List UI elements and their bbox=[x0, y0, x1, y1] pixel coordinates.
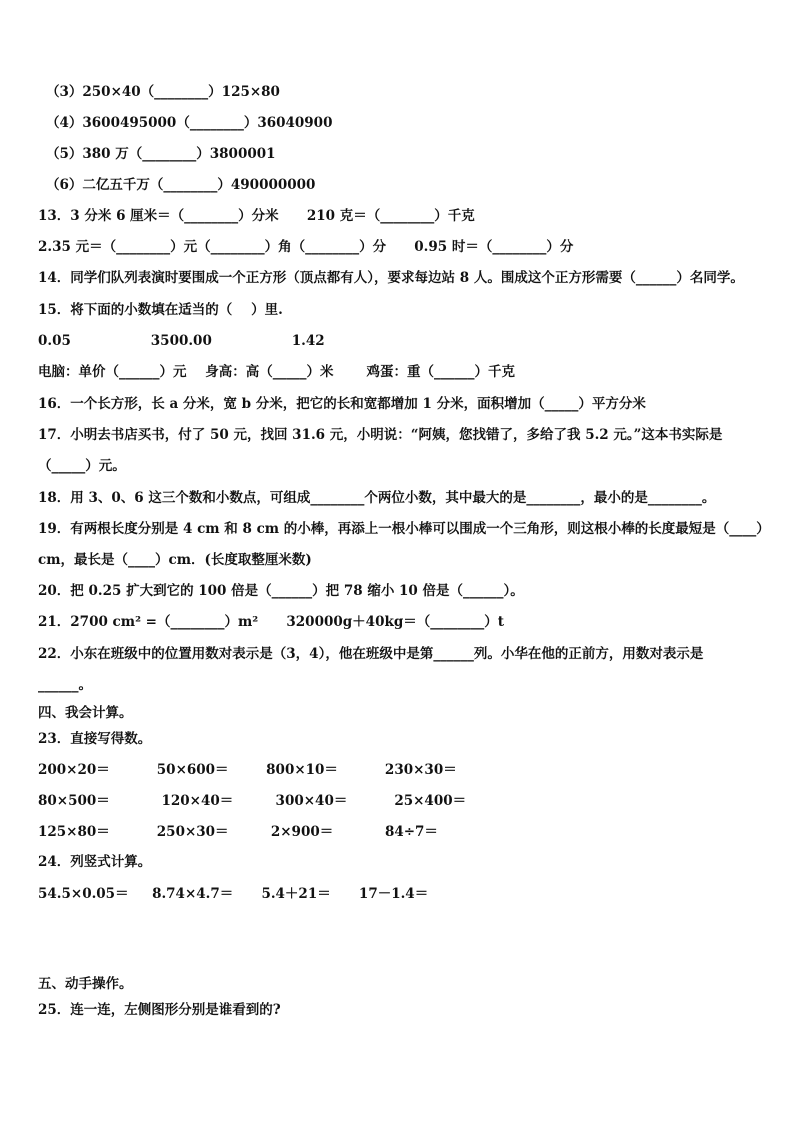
question-15-blanks: 电脑：单价（______）元 身高：高（_____）米 鸡蛋：重（______）千克 bbox=[38, 364, 515, 380]
item-4: （4）3600495000（________）36040900 bbox=[46, 115, 333, 131]
question-23: 23．直接写得数。 bbox=[38, 731, 152, 747]
item-3: （3）250×40（________）125×80 bbox=[46, 84, 280, 100]
question-13-part-2: 2.35 元＝（________）元（________）角（________）分 0.95 时＝（________）分 bbox=[38, 239, 574, 255]
question-13: 13．3 分米 6 厘米＝（________）分米 210 克＝（________）千克 bbox=[38, 208, 475, 224]
question-20: 20．把 0.25 扩大到它的 100 倍是（______）把 78 缩小 10 倍是（______）。 bbox=[38, 583, 524, 599]
question-24: 24．列竖式计算。 bbox=[38, 854, 152, 870]
question-21: 21．2700 cm² =（________）m² 320000g＋40kg＝（________）t bbox=[38, 614, 505, 630]
calc-row-1: 200×20＝ 50×600＝ 800×10＝ 230×30＝ bbox=[38, 762, 457, 778]
question-22: 22．小东在班级中的位置用数对表示是（3，4），他在班级中是第______列。小华在他的正前方，用数对表示是 bbox=[38, 646, 704, 662]
section-four-heading: 四、我会计算。 bbox=[38, 705, 133, 721]
question-18: 18．用 3、0、6 这三个数和小数点，可组成________个两位小数，其中最大的是________，最小的是________。 bbox=[38, 490, 716, 506]
question-14: 14．同学们队列表演时要围成一个正方形（顶点都有人），要求每边站 8 人。围成这个正方形需要（______）名同学。 bbox=[38, 270, 744, 286]
question-15-decimals: 0.05 3500.00 1.42 bbox=[38, 333, 325, 349]
item-6: （6）二亿五千万（________）490000000 bbox=[46, 177, 316, 193]
section-five-heading: 五、动手操作。 bbox=[38, 976, 133, 992]
question-17-continued: （_____）元。 bbox=[38, 458, 126, 474]
calc-row-2: 80×500＝ 120×40＝ 300×40＝ 25×400＝ bbox=[38, 793, 467, 809]
question-16: 16．一个长方形，长 a 分米，宽 b 分米，把它的长和宽都增加 1 分米，面积增加（_____）平方分米 bbox=[38, 396, 646, 412]
question-15: 15．将下面的小数填在适当的（ ）里. bbox=[38, 302, 283, 318]
question-19: 19．有两根长度分别是 4 cm 和 8 cm 的小棒，再添上一根小棒可以围成一个三角形，则这根小棒的长度最短是（____） bbox=[38, 521, 770, 537]
question-17: 17．小明去书店买书，付了 50 元，找回 31.6 元，小明说：“阿姨，您找错了，多给了我 5.2 元。”这本书实际是 bbox=[38, 427, 723, 443]
calc-row-3: 125×80＝ 250×30＝ 2×900＝ 84÷7＝ bbox=[38, 824, 438, 840]
question-22-continued: ______。 bbox=[38, 677, 92, 693]
item-5: （5）380 万（________）3800001 bbox=[46, 146, 276, 162]
question-25: 25．连一连，左侧图形分别是谁看到的? bbox=[38, 1002, 281, 1018]
vertical-calc-row: 54.5×0.05＝ 8.74×4.7＝ 5.4＋21＝ 17－1.4＝ bbox=[38, 886, 429, 902]
question-19-continued: cm，最长是（____）cm．(长度取整厘米数) bbox=[38, 552, 312, 568]
